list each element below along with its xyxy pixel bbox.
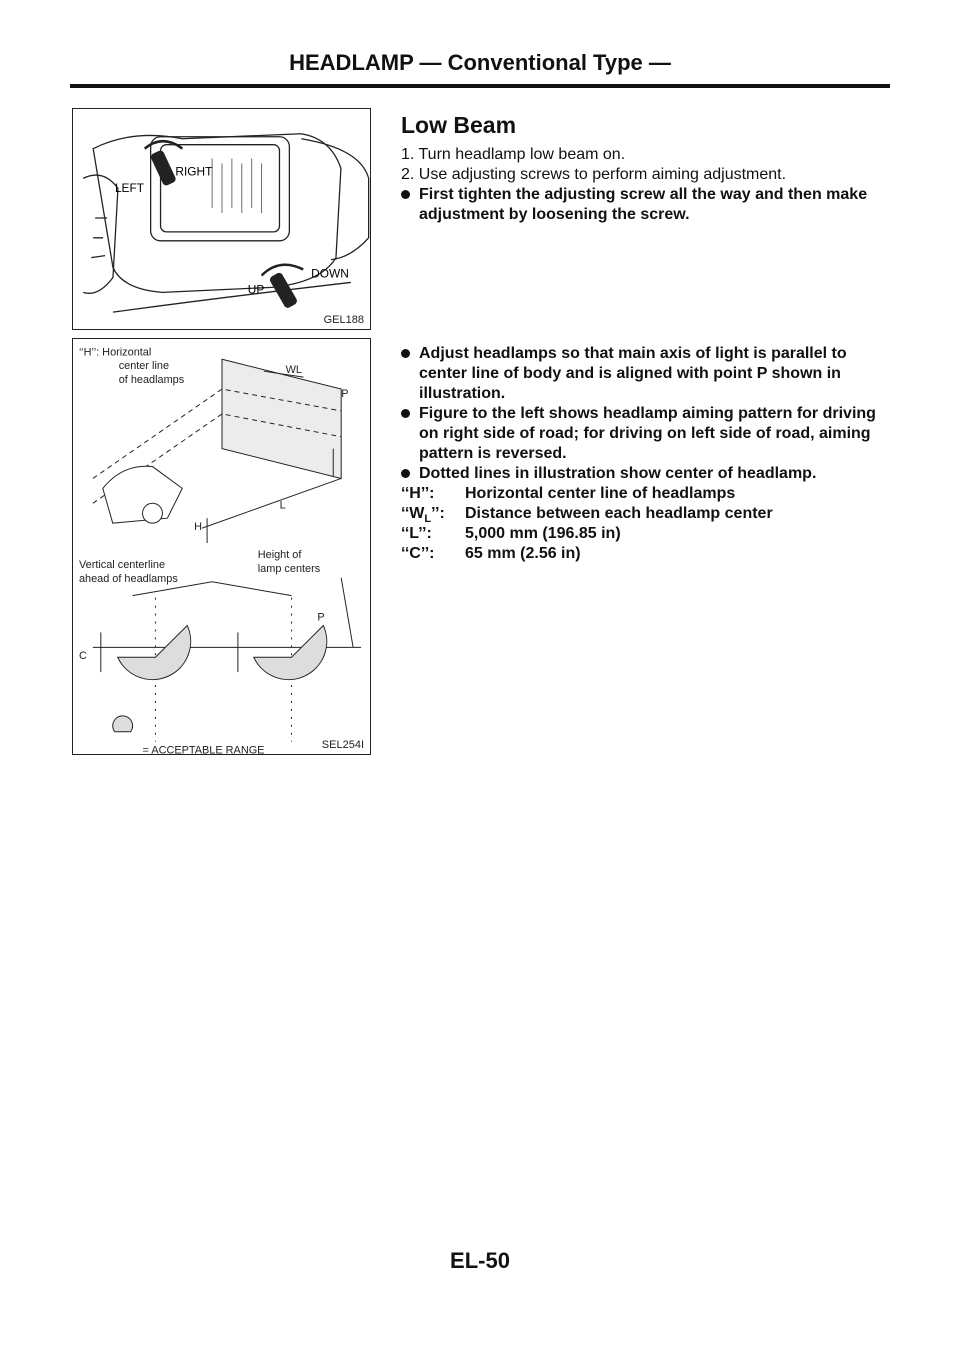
label-hl-2: lamp centers xyxy=(257,562,321,575)
bullet-dot xyxy=(401,349,410,358)
bullet-dot xyxy=(401,469,410,478)
figure-code: GEL188 xyxy=(323,314,364,326)
label-vc-2: ahead of headlamps xyxy=(78,572,178,585)
aiming-pattern-diagram xyxy=(73,339,370,754)
definition-c: ‘‘C’’: 65 mm (2.56 in) xyxy=(401,545,581,562)
label-p-top: P xyxy=(341,388,349,401)
label-h-def-2: center line xyxy=(118,360,170,373)
label-vc-1: Vertical centerline xyxy=(78,558,166,571)
bullet-4: Dotted lines in illustration show center of headlamp. xyxy=(401,464,893,484)
bullet-2: Adjust headlamps so that main axis of light is parallel to center line of body and is aligned with point P shown in illustration. xyxy=(401,344,893,404)
bullet-3: Figure to the left shows headlamp aiming pattern for driving on right side of road; for driving on left side of road, aiming pattern is reversed. xyxy=(401,404,893,464)
bullet-1: First tighten the adjusting screw all the way and then make adjustment by loosening the screw. xyxy=(401,185,893,225)
definition-h: ‘‘H’’: Horizontal center line of headlamps xyxy=(401,485,736,502)
label-acceptable-range: = ACCEPTABLE RANGE xyxy=(142,744,265,754)
bullet-dot xyxy=(401,409,410,418)
label-left: LEFT xyxy=(114,181,145,196)
label-right: RIGHT xyxy=(175,164,213,179)
definition-wl: ‘‘$W_L$’’: Distance between each headlamp center xyxy=(401,505,773,526)
header-rule xyxy=(70,84,890,88)
page-header: HEADLAMP — Conventional Type — xyxy=(289,50,671,75)
label-l: L xyxy=(279,499,286,512)
label-h-left: H xyxy=(194,521,203,534)
label-down: DOWN xyxy=(311,266,349,281)
label-h-def-1: ‘‘H’’: Horizontal xyxy=(78,346,152,359)
label-up: UP xyxy=(247,282,265,297)
label-hl-1: Height of xyxy=(257,548,302,561)
bullet-dot xyxy=(401,190,410,199)
label-p-bottom: P xyxy=(317,611,325,624)
label-h-def-3: of headlamps xyxy=(118,374,185,387)
label-c: C xyxy=(78,650,87,663)
definition-l: ‘‘L’’: 5,000 mm (196.85 in) xyxy=(401,525,621,542)
section-title: Low Beam xyxy=(401,112,517,138)
page-number: EL-50 xyxy=(450,1248,510,1273)
figure-aiming-pattern xyxy=(72,338,371,755)
step-2: 2. Use adjusting screws to perform aiming adjustment. xyxy=(401,166,787,183)
figure-adjusting-screws xyxy=(72,108,371,330)
figure-code: SEL254I xyxy=(321,739,364,751)
step-1: 1. Turn headlamp low beam on. xyxy=(401,146,626,163)
headlamp-illustration xyxy=(73,109,370,329)
label-wl: WL xyxy=(285,364,302,377)
